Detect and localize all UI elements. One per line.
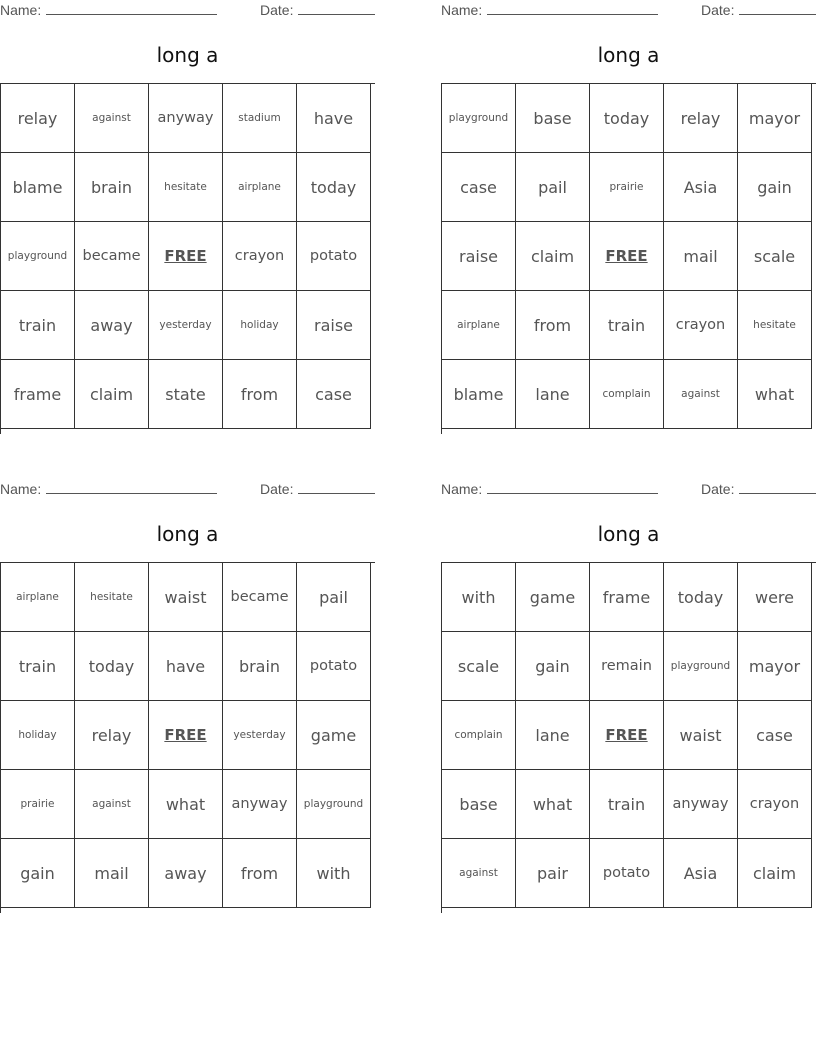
date-field <box>260 2 375 18</box>
bingo-cell: base <box>516 84 590 153</box>
date-blank-line <box>298 481 375 494</box>
name-blank-line <box>46 481 217 494</box>
bingo-cell: potato <box>297 632 371 701</box>
bingo-cell: complain <box>590 360 664 429</box>
bingo-cell: complain <box>442 701 516 770</box>
bingo-cell: pail <box>516 153 590 222</box>
bingo-cell: have <box>149 632 223 701</box>
bingo-cell: crayon <box>223 222 297 291</box>
bingo-grid <box>441 83 816 434</box>
card-title: long a <box>597 522 660 546</box>
bingo-cell: what <box>149 770 223 839</box>
bingo-cell: crayon <box>738 770 812 839</box>
name-label: Name: <box>0 481 42 497</box>
bingo-cell: airplane <box>223 153 297 222</box>
bingo-cell: claim <box>738 839 812 908</box>
free-space: FREE <box>590 222 664 291</box>
bingo-cell: game <box>516 563 590 632</box>
bingo-cell: brain <box>223 632 297 701</box>
date-field <box>701 2 816 18</box>
bingo-cell: waist <box>664 701 738 770</box>
free-space: FREE <box>149 701 223 770</box>
name-field <box>441 481 658 497</box>
bingo-cell: yesterday <box>149 291 223 360</box>
bingo-cell: lane <box>516 701 590 770</box>
bingo-cell: gain <box>516 632 590 701</box>
bingo-cell: claim <box>516 222 590 291</box>
name-field <box>441 2 658 18</box>
bingo-cell: playground <box>442 84 516 153</box>
date-label: Date: <box>260 481 294 497</box>
date-label: Date: <box>260 2 294 18</box>
bingo-cell: yesterday <box>223 701 297 770</box>
bingo-cell: case <box>738 701 812 770</box>
bingo-cell: scale <box>738 222 812 291</box>
bingo-cell: today <box>75 632 149 701</box>
bingo-cell: what <box>738 360 812 429</box>
bingo-cell: hesitate <box>75 563 149 632</box>
bingo-cell: against <box>442 839 516 908</box>
bingo-cell: against <box>664 360 738 429</box>
bingo-cell: anyway <box>664 770 738 839</box>
bingo-cell: potato <box>297 222 371 291</box>
date-blank-line <box>298 2 375 15</box>
bingo-cell: with <box>297 839 371 908</box>
bingo-cell: anyway <box>223 770 297 839</box>
bingo-cell: state <box>149 360 223 429</box>
name-label: Name: <box>441 481 483 497</box>
bingo-cell: today <box>297 153 371 222</box>
date-blank-line <box>739 481 816 494</box>
name-blank-line <box>487 2 658 15</box>
name-blank-line <box>46 2 217 15</box>
bingo-card <box>0 0 375 440</box>
bingo-cell: Asia <box>664 153 738 222</box>
date-field <box>701 481 816 497</box>
bingo-cell: train <box>1 632 75 701</box>
bingo-cell: frame <box>590 563 664 632</box>
bingo-cell: raise <box>442 222 516 291</box>
bingo-cell: relay <box>1 84 75 153</box>
bingo-cell: claim <box>75 360 149 429</box>
bingo-cell: from <box>516 291 590 360</box>
bingo-cell: game <box>297 701 371 770</box>
date-field <box>260 481 375 497</box>
bingo-cell: waist <box>149 563 223 632</box>
bingo-cell: case <box>297 360 371 429</box>
bingo-cell: hesitate <box>149 153 223 222</box>
bingo-cell: gain <box>738 153 812 222</box>
bingo-cell: became <box>75 222 149 291</box>
bingo-cell: blame <box>442 360 516 429</box>
bingo-card <box>441 479 816 919</box>
card-title: long a <box>156 522 219 546</box>
bingo-cell: were <box>738 563 812 632</box>
bingo-cell: pair <box>516 839 590 908</box>
bingo-cell: potato <box>590 839 664 908</box>
bingo-cell: airplane <box>1 563 75 632</box>
bingo-cell: blame <box>1 153 75 222</box>
bingo-cell: against <box>75 84 149 153</box>
bingo-cell: train <box>1 291 75 360</box>
bingo-cell: relay <box>75 701 149 770</box>
bingo-cell: relay <box>664 84 738 153</box>
bingo-cell: prairie <box>590 153 664 222</box>
bingo-cell: what <box>516 770 590 839</box>
bingo-cell: raise <box>297 291 371 360</box>
bingo-cell: frame <box>1 360 75 429</box>
card-title: long a <box>597 43 660 67</box>
date-label: Date: <box>701 2 735 18</box>
bingo-cell: today <box>590 84 664 153</box>
bingo-cell: train <box>590 291 664 360</box>
bingo-cell: stadium <box>223 84 297 153</box>
bingo-cell: prairie <box>1 770 75 839</box>
bingo-grid <box>0 562 375 913</box>
bingo-cell: crayon <box>664 291 738 360</box>
bingo-cell: mayor <box>738 84 812 153</box>
bingo-cell: holiday <box>223 291 297 360</box>
bingo-cell: anyway <box>149 84 223 153</box>
bingo-cell: airplane <box>442 291 516 360</box>
bingo-cell: pail <box>297 563 371 632</box>
bingo-cell: away <box>75 291 149 360</box>
bingo-grid <box>0 83 375 434</box>
bingo-card <box>0 479 375 919</box>
name-field <box>0 481 217 497</box>
name-label: Name: <box>0 2 42 18</box>
name-blank-line <box>487 481 658 494</box>
bingo-cell: brain <box>75 153 149 222</box>
name-field <box>0 2 217 18</box>
bingo-cell: mayor <box>738 632 812 701</box>
bingo-cell: playground <box>664 632 738 701</box>
bingo-cell: have <box>297 84 371 153</box>
bingo-cell: playground <box>297 770 371 839</box>
bingo-cell: gain <box>1 839 75 908</box>
bingo-cell: train <box>590 770 664 839</box>
bingo-cell: today <box>664 563 738 632</box>
date-label: Date: <box>701 481 735 497</box>
bingo-cell: against <box>75 770 149 839</box>
date-blank-line <box>739 2 816 15</box>
bingo-cell: base <box>442 770 516 839</box>
bingo-cell: from <box>223 839 297 908</box>
bingo-cell: remain <box>590 632 664 701</box>
bingo-cell: holiday <box>1 701 75 770</box>
bingo-grid <box>441 562 816 913</box>
bingo-cell: mail <box>75 839 149 908</box>
bingo-cell: became <box>223 563 297 632</box>
bingo-cell: mail <box>664 222 738 291</box>
bingo-cell: lane <box>516 360 590 429</box>
free-space: FREE <box>590 701 664 770</box>
card-title: long a <box>156 43 219 67</box>
bingo-cell: playground <box>1 222 75 291</box>
bingo-cell: case <box>442 153 516 222</box>
free-space: FREE <box>149 222 223 291</box>
bingo-cell: away <box>149 839 223 908</box>
bingo-cell: hesitate <box>738 291 812 360</box>
bingo-cell: with <box>442 563 516 632</box>
bingo-card <box>441 0 816 440</box>
bingo-cell: scale <box>442 632 516 701</box>
name-label: Name: <box>441 2 483 18</box>
bingo-cell: from <box>223 360 297 429</box>
bingo-cell: Asia <box>664 839 738 908</box>
